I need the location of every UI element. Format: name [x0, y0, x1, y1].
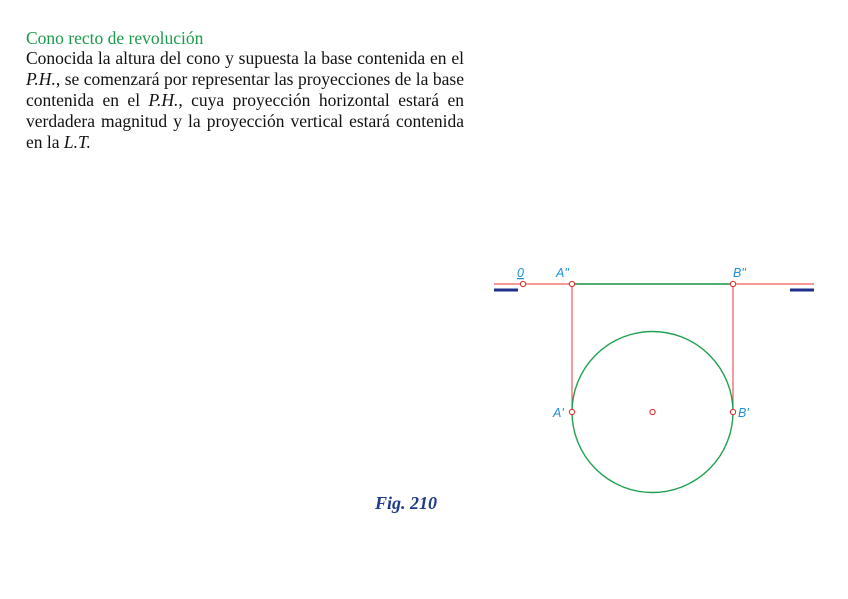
point-b-vertical: [730, 281, 735, 286]
paragraph-text-2: , se comenzará por representar las proyecciones de la base contenida en el: [26, 69, 464, 110]
origin-point: [520, 281, 525, 286]
plane-abbrev-1: P.H.: [26, 69, 56, 89]
point-a-vertical: [569, 281, 574, 286]
label-a-horizontal: A': [553, 406, 564, 420]
ground-line-abbrev: L.T.: [63, 132, 91, 152]
point-b-horizontal: [730, 409, 735, 414]
paragraph-text-3: , cuya proyección horizontal estará en verdadera magnitud y la proyección vertical estará contenida en la: [26, 90, 464, 152]
circle-center-point: [650, 409, 655, 414]
label-a-vertical: A": [556, 266, 569, 280]
section-heading: Cono recto de revolución: [26, 28, 204, 48]
label-b-horizontal: B': [738, 406, 749, 420]
plane-abbrev-2: P.H.: [148, 90, 179, 110]
label-b-vertical: B": [733, 266, 746, 280]
label-origin: 0: [517, 266, 524, 280]
point-a-horizontal: [569, 409, 574, 414]
paragraph-text-1: Conocida la altura del cono y supuesta la base contenida en el: [26, 48, 464, 68]
figure-caption: Fig. 210: [375, 493, 438, 513]
